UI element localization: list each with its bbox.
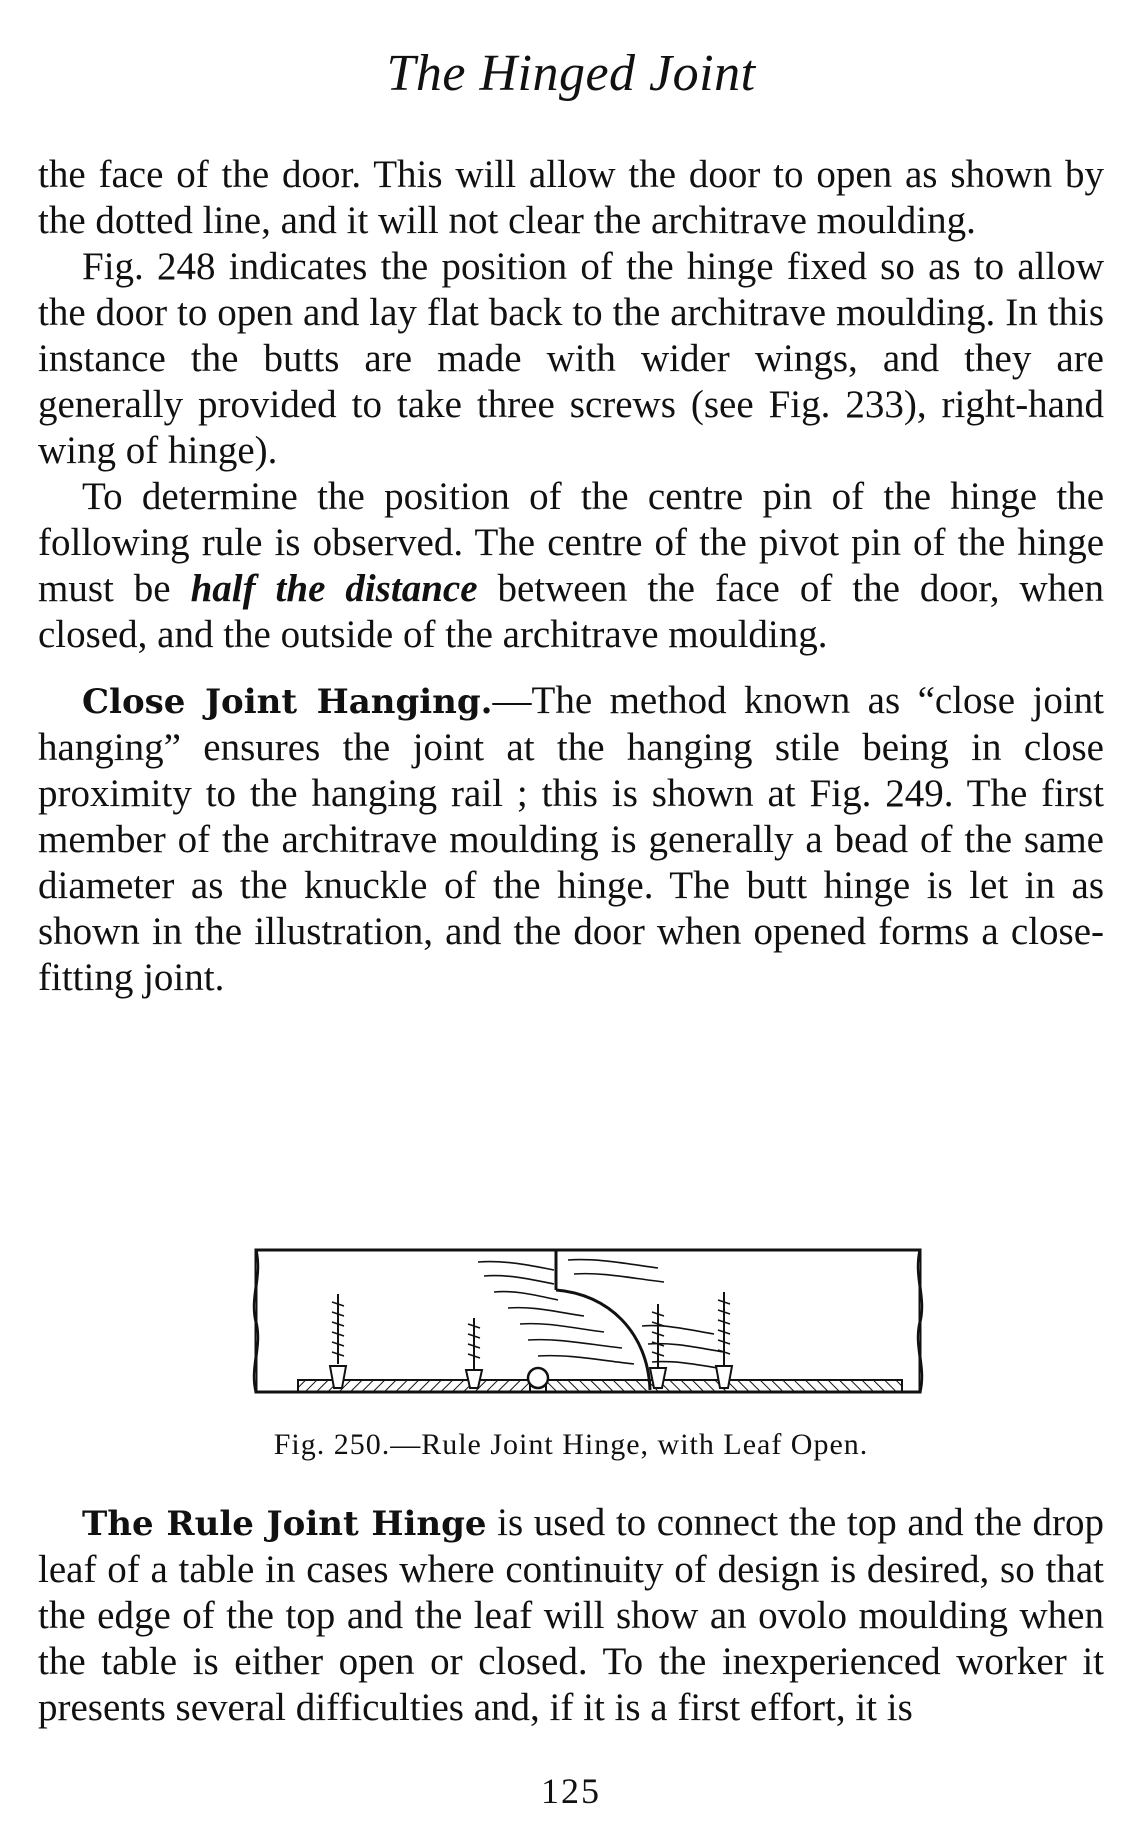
ovolo-curve: [556, 1290, 650, 1390]
run-in-heading: Close Joint Hanging.: [82, 682, 493, 722]
book-page: [38, 0, 1104, 1838]
screw-1: [330, 1294, 346, 1388]
page-number: 125: [541, 1771, 601, 1811]
body-text-upper: [38, 152, 1104, 1001]
rule-joint-hinge-illustration: [238, 1232, 938, 1412]
board-outline: [256, 1250, 920, 1392]
paragraph-continuation: [38, 152, 1104, 244]
figure-rule-joint-hinge: [238, 1232, 938, 1412]
body-text-lower: [38, 1500, 1104, 1731]
screw-3: [650, 1304, 666, 1388]
wood-grain: [478, 1260, 730, 1370]
paragraph-text: the face of the door. This will allow the door to open as shown by the dotted line, and it will not clear the architrave moulding.: [38, 153, 1104, 242]
paragraph-text-before: To determine the position of the centre pin of the hinge the following rule is observed. The centre of the pivot pin of the hinge must be: [38, 475, 1104, 610]
run-in-heading: The Rule Joint Hinge: [82, 1504, 487, 1544]
paragraph-text: Fig. 248 indicates the position of the hinge fixed so as to allow the door to open and lay flat back to the architrave moulding. In this instance the butts are made with wider wings, and they are generally provided to take three screws (see Fig. 233), right-hand wing of hinge).: [38, 245, 1104, 472]
emphasis-half-the-distance: half the distance: [190, 567, 478, 610]
paragraph-text: is used to connect the top and the drop leaf of a table in cases where continuity of design is desired, so that the edge of the top and the leaf will show an ovolo moulding when the table is either open or closed. To the inexperienced worker it presents several difficulties and, if it is a first effort, it is: [38, 1501, 1104, 1729]
hinge-knuckle: [528, 1368, 548, 1388]
paragraph-fig-248: [38, 244, 1104, 474]
figure-caption: Fig. 250.—Rule Joint Hinge, with Leaf Open.: [273, 1428, 869, 1461]
screw-4: [716, 1292, 732, 1388]
running-head: The Hinged Joint: [386, 45, 756, 102]
paragraph-text-after: between the face of the door, when closed, and the outside of the architrave moulding.: [38, 567, 1104, 656]
paragraph-centre-pin: [38, 474, 1104, 658]
paragraph-close-joint-hanging: [38, 678, 1104, 1001]
paragraph-rule-joint-hinge: [38, 1500, 1104, 1731]
screw-2: [466, 1318, 482, 1388]
paragraph-text: —The method known as “close joint hanging” ensures the joint at the hanging stile being in close proximity to the hanging rail ; this is shown at Fig. 249. The first member of the architrave moulding is generally a bead of the same diameter as the knuckle of the hinge. The butt hinge is let in as shown in the illustration, and the door when opened forms a close-fitting joint.: [38, 679, 1104, 999]
